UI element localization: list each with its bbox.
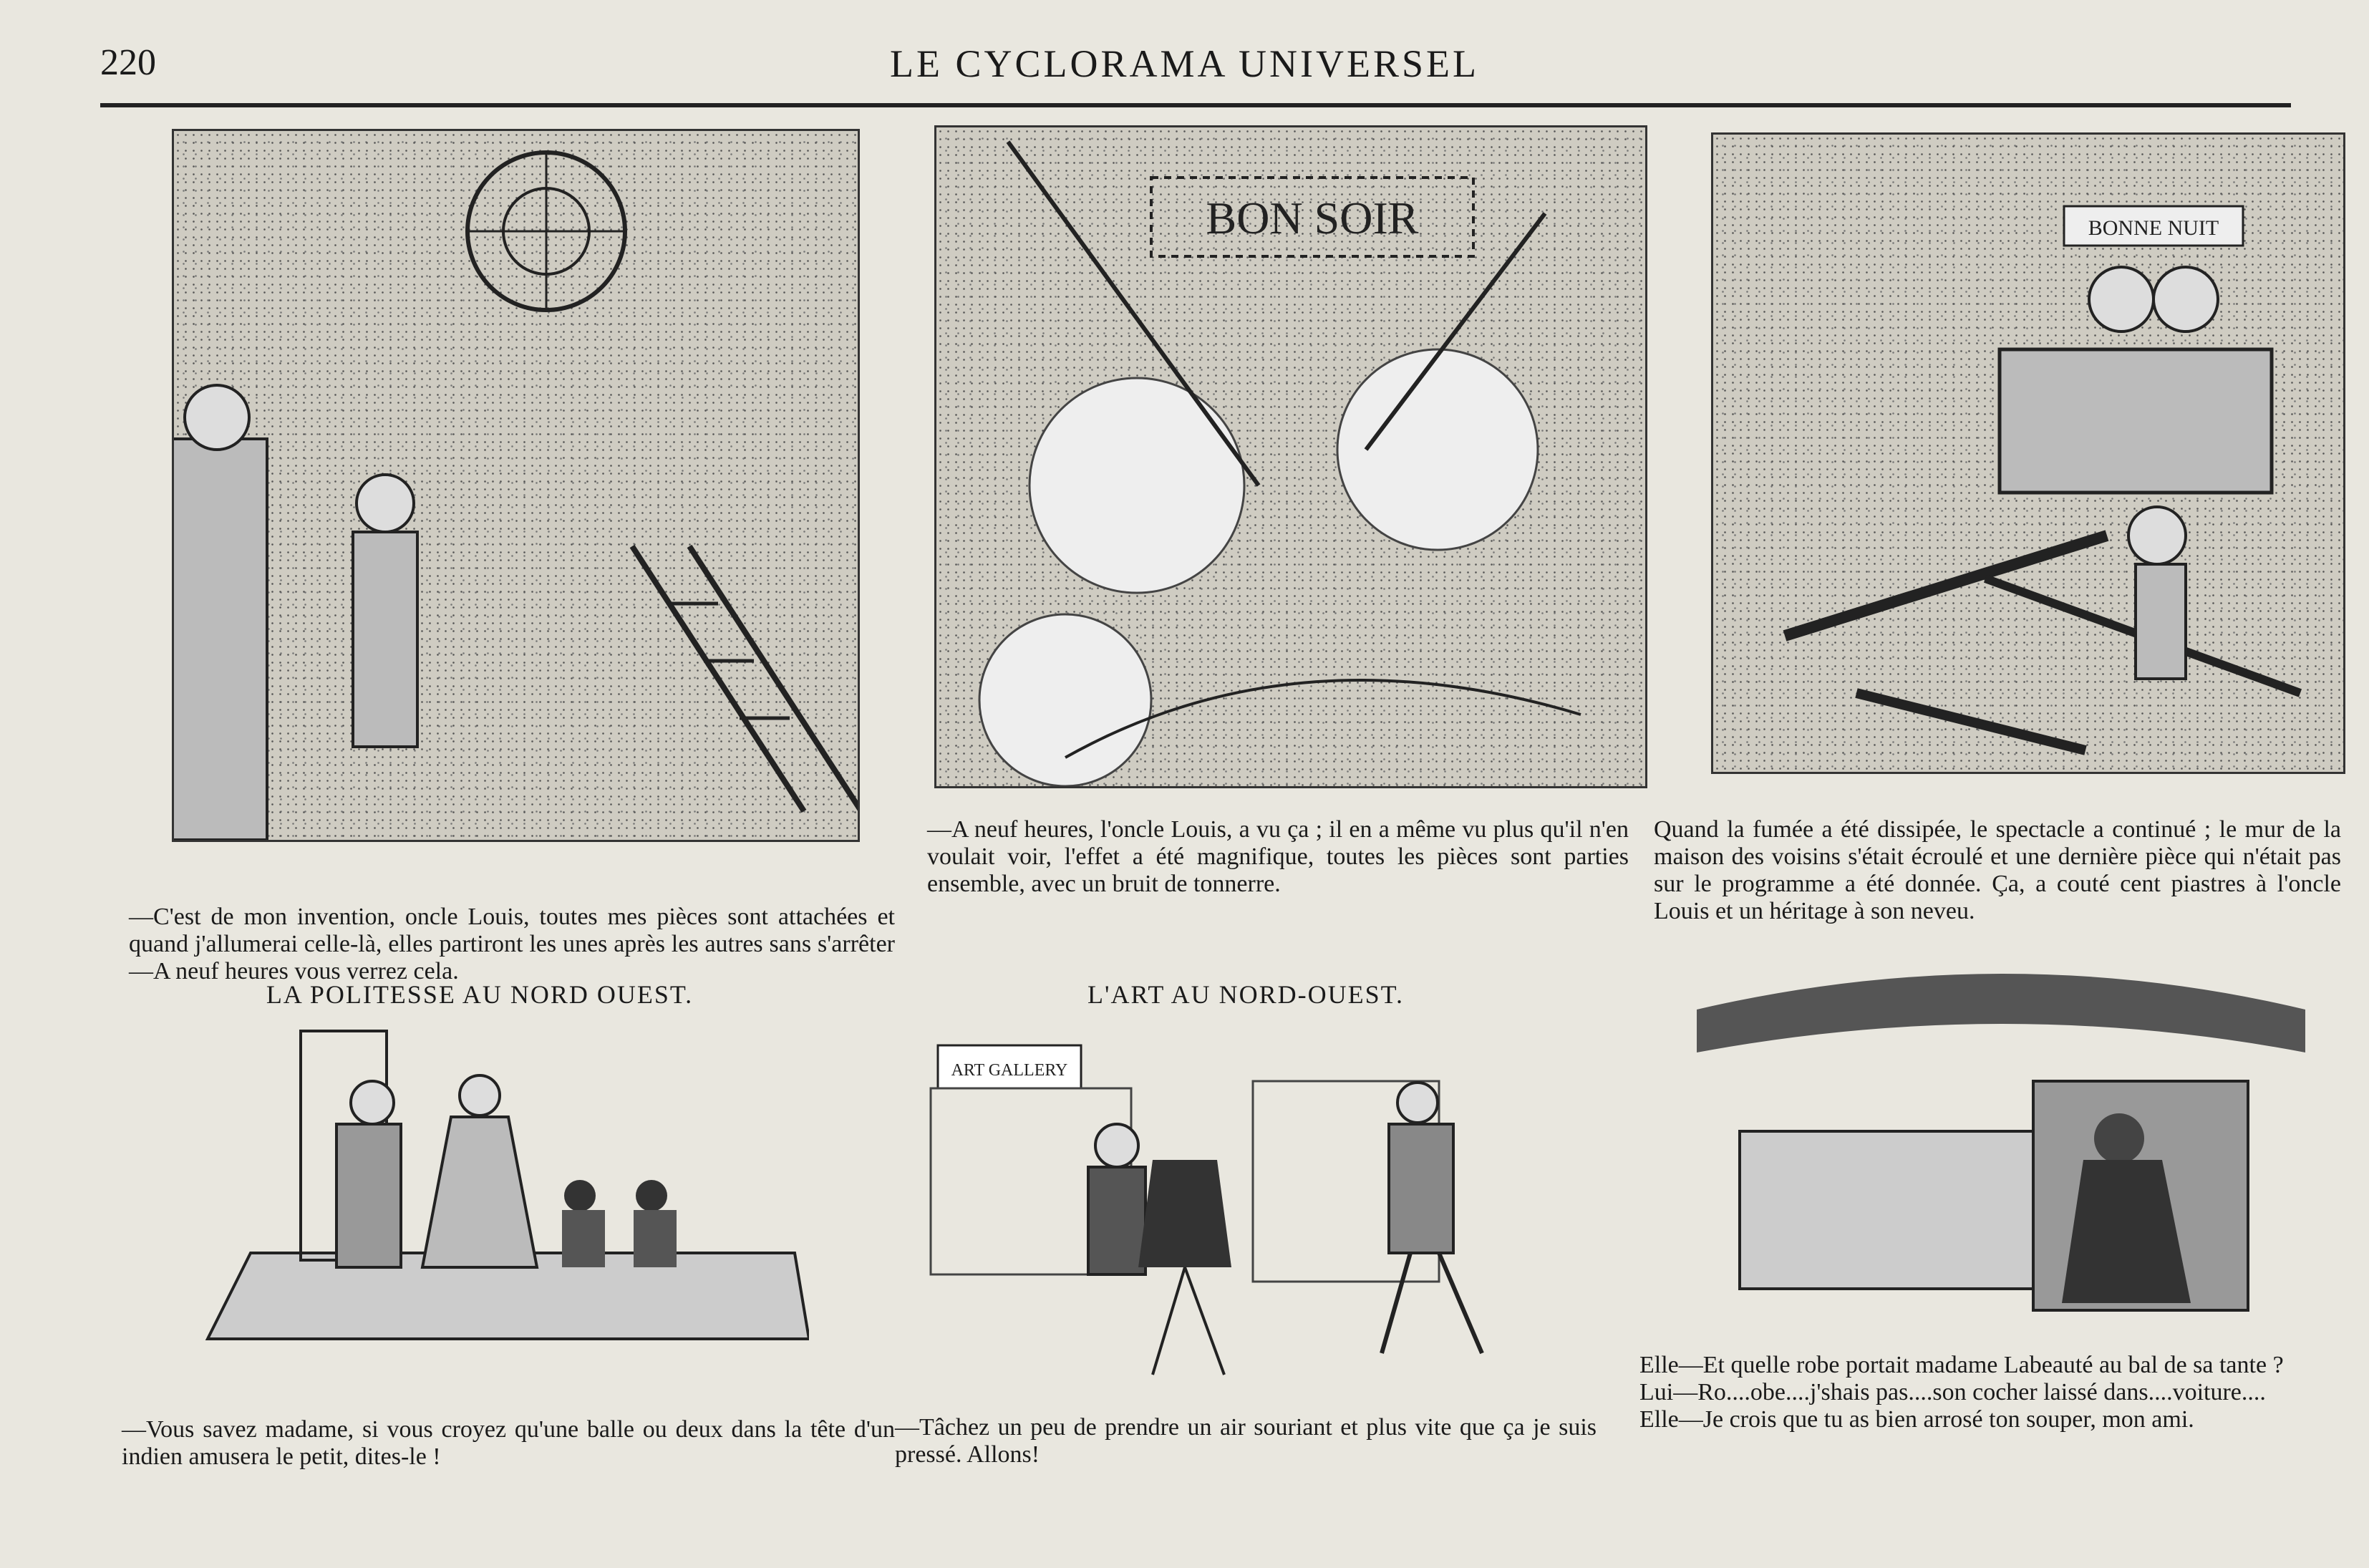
page-number: 220 [100,42,156,83]
illustration-invention [172,129,860,842]
header-rule [100,103,2291,107]
dialogue-caption [1639,1352,2348,1433]
caption-art: —Tâchez un peu de prendre un air souriant et plus vite que ça je suis pressé. Allons! [895,1414,1597,1468]
section-title-politesse: LA POLITESSE AU NORD OUEST. [266,980,694,1009]
bon-soir-sign: BON SOIR [1206,193,1419,243]
illustration-art [916,1031,1632,1396]
caption-politesse: —Vous savez madame, si vous croyez qu'une balle ou deux dans la tête d'un indien amusera le petit, dites-le ! [122,1416,895,1470]
illustration-aftermath [1711,132,2345,774]
dialogue-line-2: Lui—Ro....obe....j'shais pas....son cocher laissé dans....voiture.... [1639,1379,2266,1405]
dialogue-line-3: Elle—Je crois que tu as bien arrosé ton souper, mon ami. [1639,1406,2194,1433]
bonne-nuit-sign: BONNE NUIT [2088,216,2219,240]
illustration-politesse [165,1017,809,1353]
section-title-art: L'ART AU NORD-OUEST. [1087,980,1404,1009]
caption-aftermath: Quand la fumée a été dissipée, le spectacle a continué ; le mur de la maison des voisins s'était écroulé et une dernière pièce qui n'était pas sur le programme a été donnée. Ça, a couté cent piastres à l'oncle Louis et un héritage à son neveu. [1654,816,2341,924]
page-title: LE CYCLORAMA UNIVERSEL [889,42,1479,85]
art-gallery-sign: ART GALLERY [951,1061,1068,1080]
caption-invention: —C'est de mon invention, oncle Louis, toutes mes pièces sont attachées et quand j'allumerai celle-là, elles partiront les unes après les autres sans s'arrêter—A neuf heures vous verrez cela. [129,904,895,984]
illustration-dialogue [1661,967,2348,1339]
illustration-explosion [934,125,1647,788]
caption-explosion: —A neuf heures, l'oncle Louis, a vu ça ; il en a même vu plus qu'il n'en voulait voir, l'effet a été magnifique, toutes les pièces sont parties ensemble, avec un bruit de tonnerre. [927,816,1629,897]
dialogue-line-1: Elle—Et quelle robe portait madame Labeauté au bal de sa tante ? [1639,1352,2284,1378]
